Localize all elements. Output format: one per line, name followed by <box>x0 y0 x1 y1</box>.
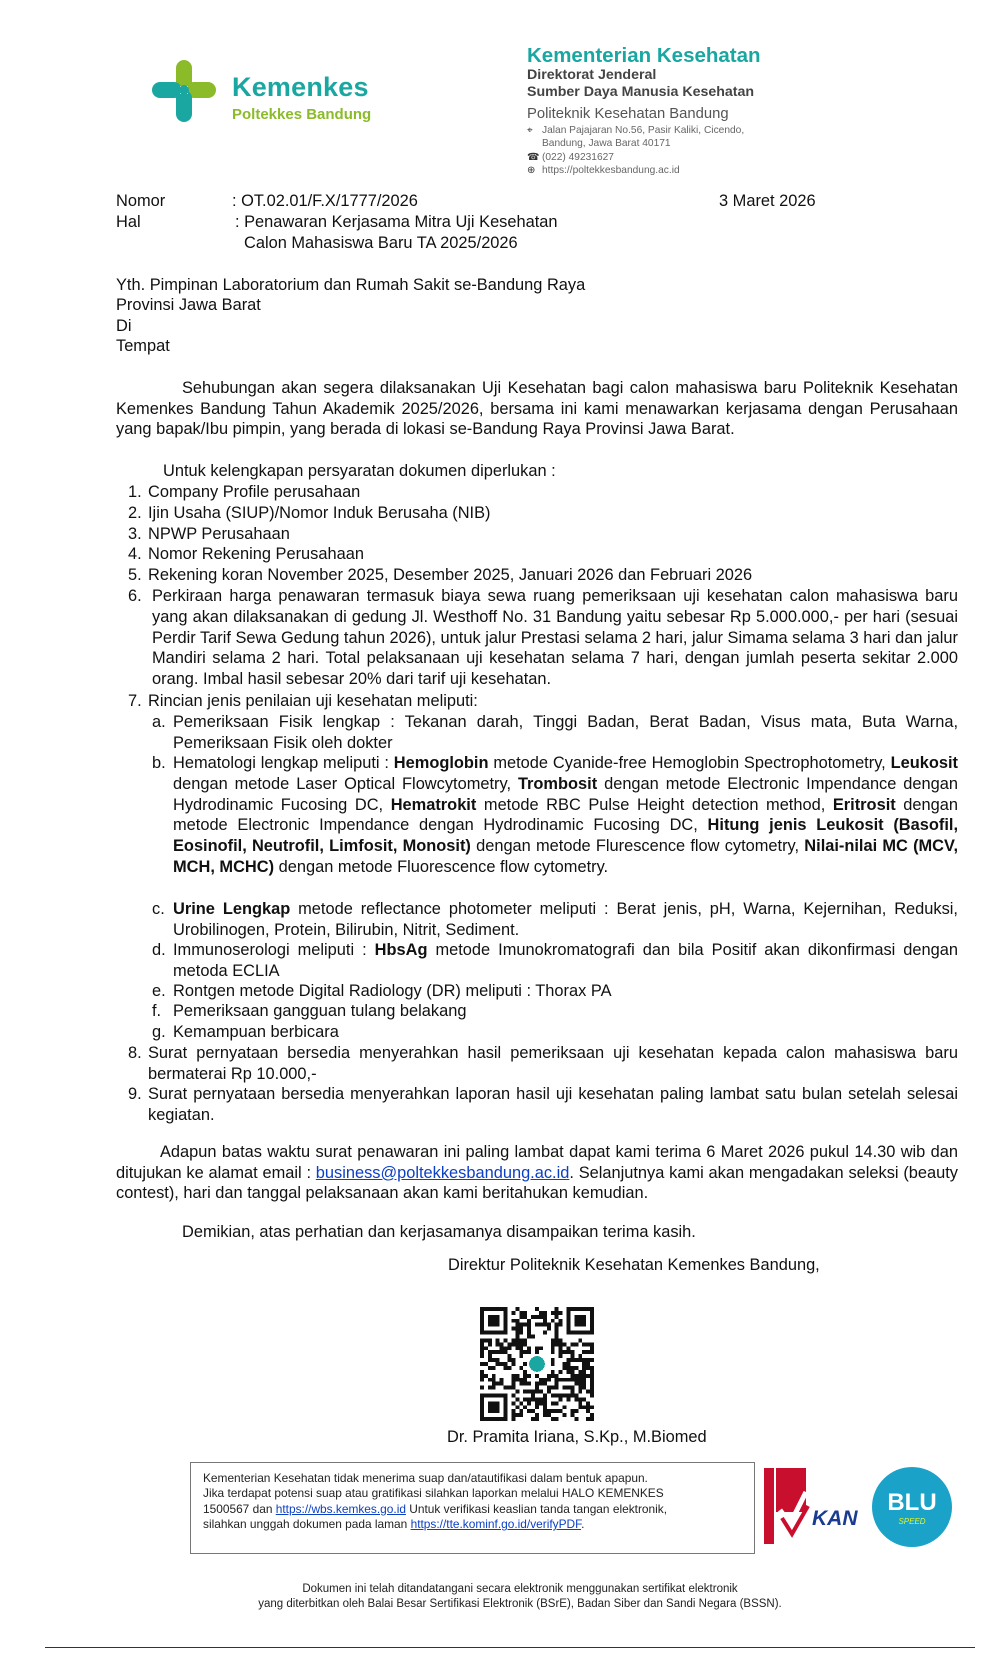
addressee-line: Di <box>116 317 132 335</box>
notice-line: Jika terdapat potensi suap atau gratifikasi silahkan laporkan melalui HALO KEMENKES <box>203 1486 664 1501</box>
sub-item-c: Urine Lengkap metode reflectance photometer meliputi : Berat jenis, pH, Warna, Kejernihan, Reduksi, Urobilinogen, Protein, Bilirubin, Nitrit, Sediment. <box>173 900 958 939</box>
blu-speed-logo <box>872 1467 952 1547</box>
list-item: Surat pernyataan bersedia menyerahkan laporan hasil uji kesehatan paling lambat satu bulan setelah selesai kegiatan. <box>148 1085 958 1124</box>
sub-letter: c. <box>152 900 165 918</box>
blu-sub-text: SPEED <box>898 1517 926 1526</box>
hal-line-1: : Penawaran Kerjasama Mitra Uji Kesehatan <box>235 213 558 231</box>
iso-kan-certification-logo <box>762 1466 858 1550</box>
directorate-1: Direktorat Jenderal <box>527 67 657 83</box>
addressee-line: Tempat <box>116 337 170 355</box>
kemenkes-emblem-icon <box>152 60 226 124</box>
letterhead <box>527 45 857 178</box>
e-signature-statement: Dokumen ini telah ditandatangani secara elektronik menggunakan sertifikat elektronik yang diterbitkan oleh Balai Besar Sertifikasi Elektronik (BSrE), Badan Siber dan Sandi Negara (BSSN). <box>258 1583 782 1610</box>
website[interactable]: https://poltekkesbandung.ac.id <box>542 165 680 177</box>
list-item: Rekening koran November 2025, Desember 2025, Januari 2026 dan Februari 2026 <box>148 566 753 584</box>
sub-letter: a. <box>152 713 166 731</box>
sub-letter: g. <box>152 1023 166 1041</box>
list-item: NPWP Perusahaan <box>148 525 290 543</box>
list-number: 2. <box>128 504 142 522</box>
location-pin-icon: ⌖ <box>527 125 533 136</box>
sub-item-d: Immunoserologi meliputi : HbsAg metode Imunokromatografi dan bila Positif akan dikonfirmasi dengan metoda ECLIA <box>173 941 958 980</box>
sub-letter: f. <box>152 1002 162 1020</box>
intro-paragraph: Sehubungan akan segera dilaksanakan Uji Kesehatan bagi calon mahasiswa baru Politeknik Kesehatan Kemenkes Bandung Tahun Akademik 2025/2026, bersama ini kami menawarkan kerjasama dengan Perusahaan yang bapak/Ibu pimpin, yang berada di lokasi se-Bandung Raya Provinsi Jawa Barat. <box>116 379 958 439</box>
email-link[interactable]: business@poltekkesbandung.ac.id <box>315 1163 570 1182</box>
address-line-1: Jalan Pajajaran No.56, Pasir Kaliki, Cicendo, <box>542 125 745 136</box>
sub-letter: b. <box>152 754 166 772</box>
kemenkes-logo <box>152 56 392 126</box>
deadline-paragraph: Adapun batas waktu surat penawaran ini paling lambat dapat kami terima 6 Maret 2026 pukul 14.30 wib dan ditujukan ke alamat email : business@poltekkesbandung.ac.id. Selanjutnya kami akan mengadakan seleksi (beauty contest), hari dan tanggal pelaksanaan akan kami beritahukan kemudian. <box>116 1143 959 1203</box>
signer-name: Dr. Pramita Iriana, S.Kp., M.Biomed <box>447 1428 707 1446</box>
letter-date: 3 Maret 2026 <box>719 192 816 210</box>
hal-line-2: Calon Mahasiswa Baru TA 2025/2026 <box>244 234 518 252</box>
list-number: 9. <box>128 1085 142 1103</box>
sub-item-f: Pemeriksaan gangguan tulang belakang <box>173 1002 467 1020</box>
sub-item-e: Rontgen metode Digital Radiology (DR) meliputi : Thorax PA <box>173 982 612 1000</box>
verify-pdf-link[interactable]: https://tte.kominf.go.id/verifyPDF <box>410 1517 582 1532</box>
address-line-2: Bandung, Jawa Barat 40171 <box>542 138 671 150</box>
hal-label: Hal <box>116 213 141 231</box>
nomor-value: : OT.02.01/F.X/1777/2026 <box>232 192 418 210</box>
addressee-line: Yth. Pimpinan Laboratorium dan Rumah Sakit se-Bandung Raya <box>116 276 586 294</box>
sub-letter: e. <box>152 982 166 1000</box>
notice-line: 1500567 dan https://wbs.kemkes.go.id Untuk verifikasi keaslian tanda tangan elektronik, <box>203 1501 668 1516</box>
logo-name: Kemenkes <box>232 72 369 102</box>
nomor-label: Nomor <box>116 192 166 210</box>
list-number: 5. <box>128 566 142 584</box>
list-number: 8. <box>128 1044 142 1062</box>
sub-item-a: Pemeriksaan Fisik lengkap : Tekanan darah, Tinggi Badan, Berat Badan, Visus mata, Buta Warna, Pemeriksaan Fisik oleh dokter <box>173 713 958 752</box>
list-item: Perkiraan harga penawaran termasuk biaya sewa ruang pemeriksaan uji kesehatan calon mahasiswa baru yang akan dilaksanakan di gedung Jl. Westhoff No. 31 Bandung yaitu sebesar Rp 5.000.000,- per hari (sesuai Perdir Tarif Sewa Gedung tahun 2026), untuk jalur Prestasi selama 2 hari, jalur Simama selama 3 hari dan jalur Mandiri selama 2 hari. Total pelaksanaan uji kesehatan selama 7 hari, dengan jumlah peserta sekitar 2.000 orang. Imbal hasil sebesar 20% dari tarif uji kesehatan. <box>152 587 958 689</box>
list-number: 4. <box>128 545 142 563</box>
globe-icon: ⊕ <box>527 165 536 177</box>
list-number: 6. <box>128 587 142 605</box>
kan-text: KAN <box>812 1507 858 1530</box>
requirements-intro: Untuk kelengkapan persyaratan dokumen diperlukan : <box>163 462 556 480</box>
sub-item-g: Kemampuan berbicara <box>173 1023 339 1041</box>
anti-bribery-notice <box>190 1462 755 1554</box>
list-number: 7. <box>128 692 142 710</box>
notice-line: silahkan unggah dokumen pada laman https://tte.kominf.go.id/verifyPDF. <box>203 1517 585 1532</box>
thanks-paragraph: Demikian, atas perhatian dan kerjasamanya disampaikan terima kasih. <box>182 1223 696 1241</box>
bottom-divider <box>45 1647 975 1648</box>
signer-title: Direktur Politeknik Kesehatan Kemenkes Bandung, <box>448 1256 820 1274</box>
blu-text: BLU <box>887 1489 937 1516</box>
addressee-line: Provinsi Jawa Barat <box>116 296 261 314</box>
phone-number: (022) 49231627 <box>542 151 614 163</box>
directorate-2: Sumber Daya Manusia Kesehatan <box>527 84 755 100</box>
list-item: Rincian jenis penilaian uji kesehatan meliputi: <box>148 692 478 710</box>
sub-item-b: Hematologi lengkap meliputi : Hemoglobin metode Cyanide-free Hemoglobin Spectrophotometry, Leukosit dengan metode Laser Optical Flowcytometry, Trombosit dengan metode Electronic Impendance dengan Hydrodinamic Fucosing DC, Hematrokit metode RBC Pulse Height detection method, Eritrosit dengan metode Electronic Impendance dengan Hydrodinamic Fucosing DC, Hitung jenis Leukosit (Basofil, Eosinofil, Neutrofil, Limfosit, Monosit) dengan metode Flurescence flow cytometry, Nilai-nilai MC (MCV, MCH, MCHC) dengan metode Fluorescence flow cytometry. <box>173 754 959 876</box>
phone-icon: ☎ <box>527 151 540 163</box>
wbs-link[interactable]: https://wbs.kemkes.go.id <box>275 1501 406 1516</box>
notice-line: Kementerian Kesehatan tidak menerima suap dan/atautifikasi dalam bentuk apapun. <box>203 1471 648 1485</box>
list-number: 1. <box>128 483 142 501</box>
qr-code-icon <box>480 1307 594 1421</box>
institution-name: Politeknik Kesehatan Bandung <box>527 106 729 122</box>
ministry-name: Kementerian Kesehatan <box>527 44 761 67</box>
list-number: 3. <box>128 525 142 543</box>
list-item: Surat pernyataan bersedia menyerahkan hasil pemeriksaan uji kesehatan kepada calon mahasiswa baru bermaterai Rp 10.000,- <box>148 1044 958 1083</box>
signature-qr-code <box>480 1307 594 1421</box>
list-item: Company Profile perusahaan <box>148 483 361 501</box>
list-item: Nomor Rekening Perusahaan <box>148 545 364 563</box>
logo-sub: Poltekkes Bandung <box>232 106 372 123</box>
list-item: Ijin Usaha (SIUP)/Nomor Induk Berusaha (NIB) <box>148 504 491 522</box>
sub-letter: d. <box>152 941 166 959</box>
